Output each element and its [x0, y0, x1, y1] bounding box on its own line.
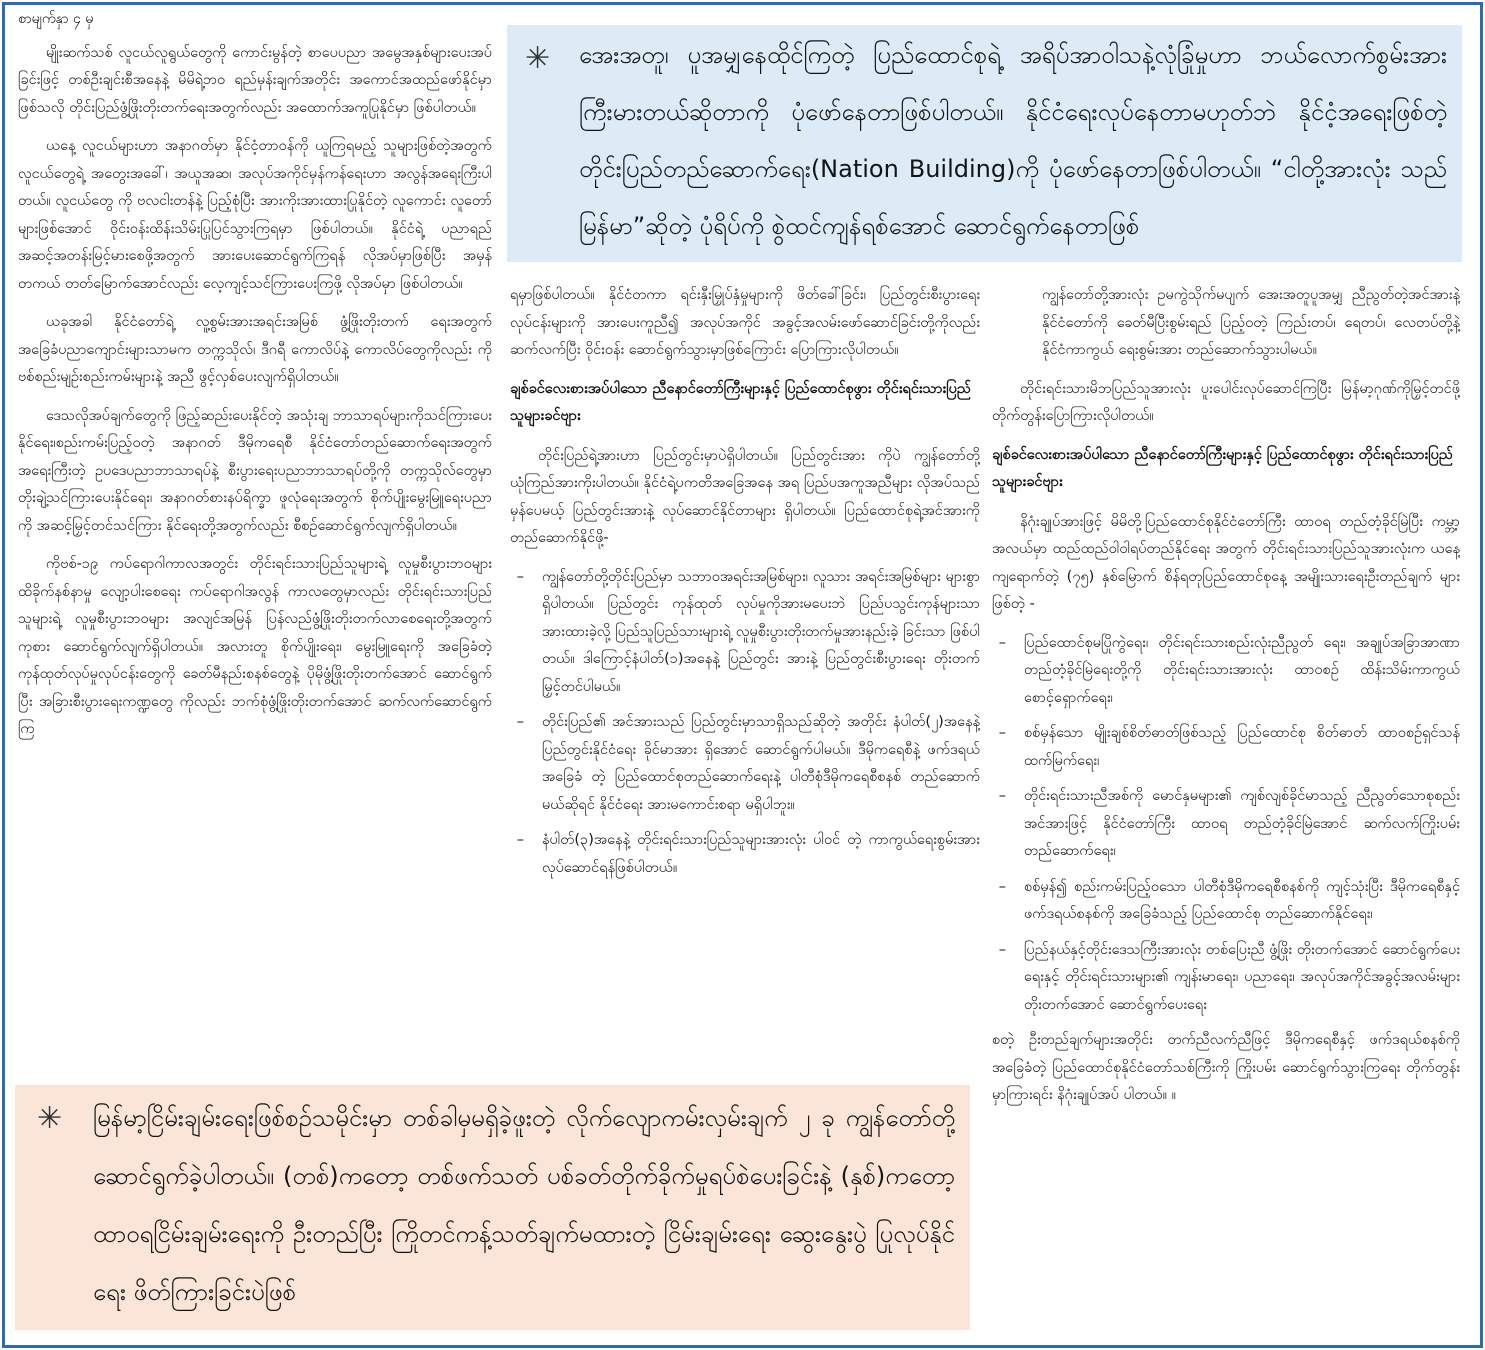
left-column [18, 6, 492, 1080]
right-column [992, 282, 1460, 1340]
list-item-text: နံပါတ်(၃)အနေနဲ့ တိုင်းရင်းသားပြည်သူများအားလုံး ပါဝင် တဲ့ ကာကွယ်ရေးစွမ်းအား လုပ်ဆောင်ရန်ဖြစ်ပါတယ်။ [542, 832, 980, 876]
right-body-paragraph: နိဂုံးချုပ်အားဖြင့် မိမိတို့ပြည်ထောင်စုနိုင်ငံတော်ကြီး ထာဝရ တည်တံ့ခိုင်မြဲပြီး ကမ္ဘာ့အလယ်မှာ ထည်ထည်ဝါဝါရပ်တည်နိုင်ရေး အတွက် တိုင်းရင်းသားပြည်သူအားလုံးက ယနေ့ကျရောက်တဲ့ (၇၅) နှစ်မြောက် စိန်ရတုပြည်ထောင်စုနေ့ အမျိုးသားရေးဦးတည်ချက် များ ဖြစ်တဲ့ - [992, 513, 1460, 612]
bullet-dash: – [998, 941, 1006, 958]
bullet-dash: – [998, 725, 1006, 741]
list-item-text: ကျွန်တော်တို့တိုင်းပြည်မှာ သဘာဝအရင်းအမြစ်များ၊ လူသား အရင်းအမြစ်များ များစွာရှိပါတယ်။ ပြည်တွင်း ကုန်ထုတ် လုပ်မှုကိုအားမပေးဘဲ ပြည်ပသွင်းကုန်များသာ အားထားခဲ့လို့ ပြည်သူပြည်သားများရဲ့ လူမှုစီးပွားတိုးတက်မှုအားနည်းခဲ့ ခြင်းသာ ဖြစ်ပါတယ်။ ဒါကြောင့်နံပါတ်(၁)အနေနဲ့ ပြည်တွင်း အားနဲ့ ပြည်တွင်းစီးပွားရေး တိုးတက်မြှင့်တင်ပါမယ်။ [542, 568, 980, 695]
bullet-dash: – [516, 568, 524, 585]
right-continuation-paragraph: ကျွန်တော်တို့အားလုံး ဥမကွဲသိုက်မပျက် အေးအတူပူအမျှ ညီညွတ်တဲ့အင်အားနဲ့ နိုင်ငံတော်ကို ခေတ်မီပြီးစွမ်းရည် ပြည့်ဝတဲ့ ကြည်းတပ်၊ ရေတပ်၊ လေတပ်တို့နဲ့ နိုင်ငံကာကွယ် ရေးစွမ်းအား တည်ဆောက်သွားပါမယ်။ [1042, 287, 1460, 358]
middle-body-paragraph: တိုင်းပြည်ရဲ့အားဟာ ပြည်တွင်းမှာပဲရှိပါတယ်။ ပြည်တွင်းအား ကိုပဲ ကျွန်တော်တို့ယုံကြည်အားကိုးပါတယ်။ နိုင်ငံရဲ့ပကတိအခြေအနေ အရ ပြည်ပအကူအညီများ လိုအပ်သည်မှန်ပေမယ့် ပြည်တွင်းအားနဲ့ လုပ်ဆောင်နိုင်တာများ ရှိပါတယ်။ ပြည်ထောင်စုရဲ့အင်အားကို တည်ဆောက်နိုင်ဖို့- [510, 447, 980, 546]
bullet-dash: – [998, 788, 1006, 804]
list-item [510, 827, 980, 882]
list-item [992, 874, 1460, 929]
list-item [992, 720, 1460, 775]
left-paragraph: ယခုအခါ နိုင်ငံတော်ရဲ့ လူ့စွမ်းအားအရင်းအမြစ် ဖွံ့ဖြိုးတိုးတက် ရေးအတွက် အခြေခံပညာကျောင်းများသာမက တက္ကသိုလ်၊ ဒီဂရီ ကောလိပ်နဲ့ ကောလိပ်တွေကိုလည်း ကိုဗစ်စည်းမျဉ်းစည်းကမ်းများနဲ့ အညီ ဖွင့်လှစ်ပေးလျက်ရှိပါတယ်။ [18, 314, 492, 385]
asterisk-icon: ✳ [37, 1101, 63, 1136]
bullet-dash: – [516, 714, 524, 730]
list-item [992, 783, 1460, 866]
list-item-text: ပြည်နယ်နှင့်တိုင်းဒေသကြီးအားလုံး တစ်ပြေးညီ ဖွံ့ဖြိုး တိုးတက်အောင် ဆောင်ရွက်ပေးရေးနှင့် တိုင်းရင်းသားများ၏ ကျန်းမာရေး၊ ပညာရေး၊ အလုပ်အကိုင်အခွင့်အလမ်းများ တိုးတက်အောင် ဆောင်ရွက်ပေးရေး [1024, 941, 1460, 1013]
top-highlight-box [507, 25, 1462, 262]
left-paragraph: ဒေသလိုအပ်ချက်တွေကို ဖြည့်ဆည်းပေးနိုင်တဲ့ အသုံးချ ဘာသာရပ်များကိုသင်ကြားပေးနိုင်ရေး၊စည်းကမ်းပြည့်ဝတဲ့ အနာဂတ် ဒီမိုကရေစီ နိုင်ငံတော်တည်ဆောက်ရေးအတွက် အရေးကြီးတဲ့ ဥပဒေပညာဘာသာရပ်နဲ့ စီးပွားရေးပညာဘာသာရပ်တို့ကို တက္ကသိုလ်တွေမှာ တိုးချဲ့သင်ကြားပေးနိုင်ရေး၊ အနာဂတ်စားနပ်ရိက္ခာ ဖူလုံရေးအတွက် စိုက်ပျိုးမွေးမြူရေးပညာကို အဆင့်မြှင့်တင်သင်ကြား နိုင်ရေးတို့အတွက်လည်း စီစဉ်ဆောင်ရွက်လျက်ရှိပါတယ်။ [18, 407, 492, 534]
list-item [510, 709, 980, 819]
bullet-dash: – [998, 878, 1006, 895]
list-item [992, 937, 1460, 1020]
list-item [992, 630, 1460, 713]
bullet-dash: – [998, 634, 1006, 651]
list-item-text: တိုင်းရင်းသားညီအစ်ကို မောင်နှမများ၏ ကျစ်လျစ်ခိုင်မာသည့် ညီညွတ်သောစုစည်းအင်အားဖြင့် နိုင်ငံတော်ကြီး ထာဝရ တည်တံ့ခိုင်မြဲအောင် ဆက်လက်ကြိုးပမ်းတည်ဆောက်ရေး၊ [1024, 788, 1460, 859]
left-paragraph: ယနေ့ လူငယ်များဟာ အနာဂတ်မှာ နိုင်ငံ့တာဝန်ကို ယူကြရမည့် သူများဖြစ်တဲ့အတွက် လူငယ်တွေရဲ့ အတွေးအခေါ်၊ အယူအဆ၊ အလုပ်အကိုင်မှန်ကန်ရေးဟာ အလွန်အရေးကြီးပါတယ်။ လူငယ်တွေ ကို ဗလငါးတန်နဲ့ ပြည့်စုံပြီး အားကိုးအားထားပြုနိုင်တဲ့ လူကောင်း လူတော်များဖြစ်အောင် ဝိုင်းဝန်းထိန်းသိမ်းပြုပြင်သွားကြရမှာ ဖြစ်ပါတယ်။ နိုင်ငံရဲ့ ပညာရည်အဆင့်အတန်းမြင့်မားစေဖို့အတွက် အားပေးဆောင်ရွက်ကြရန် လိုအပ်မှာဖြစ်ပြီး အမှန်တကယ် တတ်မြောက်အောင်လည်း လေ့ကျင့်သင်ကြားပေးကြဖို့ လိုအပ်မှာ ဖြစ်ပါတယ်။ [18, 138, 492, 292]
list-item-text: စစ်မှန်၍ စည်းကမ်းပြည့်ဝသော ပါတီစုံဒီမိုကရေစီစနစ်ကို ကျင့်သုံးပြီး ဒီမိုကရေစီနှင့် ဖက်ဒရယ်စနစ်ကို အခြေခံသည့် ပြည်ထောင်စု တည်ဆောက်နိုင်ရေး၊ [1024, 878, 1460, 922]
bullet-dash: – [516, 832, 524, 848]
middle-section-heading: ချစ်ခင်လေးစားအပ်ပါသော ညီနောင်တော်ကြီးများနှင့် ပြည်ထောင်စုဖွား တိုင်းရင်းသားပြည်သူများခင်ဗျား [510, 380, 971, 424]
middle-intro-paragraph: ရမှာဖြစ်ပါတယ်။ နိုင်ငံတကာ ရင်းနှီးမြှုပ်နှံမှုများကို ဖိတ်ခေါ်ခြင်း၊ ပြည်တွင်းစီးပွားရေးလုပ်ငန်းများကို အားပေးကူညီ၍ အလုပ်အကိုင် အခွင့်အလမ်းဖော်ဆောင်ခြင်းတို့ကိုလည်း ဆက်လက်ပြီး ဝိုင်းဝန်း ဆောင်ရွက်သွားမှာဖြစ်ကြောင်း ပြောကြားလိုပါတယ်။ [510, 287, 980, 358]
right-section-heading: ချစ်ခင်လေးစားအပ်ပါသော ညီနောင်တော်ကြီးများနှင့် ပြည်ထောင်စုဖွား တိုင်းရင်းသားပြည်သူများခင်ဗျား [992, 446, 1453, 490]
list-item-text: ပြည်ထောင်စုမပြိုကွဲရေး၊ တိုင်းရင်းသားစည်းလုံးညီညွတ် ရေး၊ အချုပ်အခြာအာဏာ တည်တံ့ခိုင်မြဲရေးတို့ကို တိုင်းရင်းသားအားလုံး ထာဝစဉ် ထိန်းသိမ်းကာကွယ် စောင့်ရှောက်ရေး၊ [1024, 634, 1460, 706]
top-highlight-text: အေးအတူ၊ ပူအမျှနေထိုင်ကြတဲ့ ပြည်ထောင်စုရဲ့ အရိပ်အာဝါသနဲ့လုံခြုံမှုဟာ ဘယ်လောက်စွမ်းအား ကြီးမားတယ်ဆိုတာကို ပုံဖော်နေတာဖြစ်ပါတယ်။ နိုင်ငံရေးလုပ်နေတာမဟုတ်ဘဲ နိုင်ငံ့အရေးဖြစ်တဲ့ တိုင်းပြည်တည်ဆောက်ရေး(Nation Building)ကို ပုံဖော်နေတာဖြစ်ပါတယ်။ “ငါတို့အားလုံး သည် မြန်မာ”ဆိုတဲ့ ပုံရိပ်ကို စွဲထင်ကျန်ရစ်အောင် ဆောင်ရွက်နေတာဖြစ် [579, 41, 1447, 240]
page-continuation-ref: စာမျက်နှာ ၄ မှ [18, 11, 94, 27]
left-paragraph: ကိုဗစ်-၁၉ ကပ်ရောဂါကာလအတွင်း တိုင်းရင်းသားပြည်သူများရဲ့ လူမှုစီးပွားဘဝများ ထိခိုက်နစ်နာမှု လျော့ပါးစေရေး ကပ်ရောဂါအလွန် ကာလတွေမှာလည်း တိုင်းရင်းသားပြည်သူများရဲ့ လူမှုစီးပွားဘဝများ အလျင်အမြန် ပြန်လည်ဖွံ့ဖြိုးတိုးတက်လာစေရေးတို့အတွက် ကုစား ဆောင်ရွက်လျက်ရှိပါတယ်။ အလားတူ စိုက်ပျိုးရေး၊ မွေးမြူရေးကို အခြေခံတဲ့ ကုန်ထုတ်လုပ်မှုလုပ်ငန်းတွေကို ခေတ်မီနည်းစနစ်တွေနဲ့ ပိုမိုဖွံ့ဖြိုးတိုးတက်အောင် ဆောင်ရွက်ပြီး အခြားစီးပွားရေးကဏ္ဍတွေ ကိုလည်း ဘက်စုံဖွံ့ဖြိုးတိုးတက်အောင် ဆက်လက်ဆောင်ရွက်ကြ [18, 556, 492, 737]
asterisk-icon: ✳ [525, 41, 551, 76]
right-appeal-paragraph: တိုင်းရင်းသားမိဘပြည်သူအားလုံး ပူးပေါင်းလုပ်ဆောင်ကြပြီး မြန်မာ့ဂုဏ်ကိုမြှင့်တင်ဖို့ တိုက်တွန်းပြောကြားလိုပါတယ်။ [992, 380, 1460, 424]
left-paragraph: မျိုးဆက်သစ် လူငယ်လူရွယ်တွေကို ကောင်းမွန်တဲ့ စာပေပညာ အမွေအနှစ်များပေးအပ်ခြင်းဖြင့် တစ်ဦးချင်းစီအနေနဲ့ မိမိရဲ့ဘဝ ရည်မှန်းချက်အတိုင်း အကောင်အထည်ဖော်နိုင်မှာဖြစ်သလို တိုင်းပြည်ဖွံ့ဖြိုးတိုးတက်ရေးအတွက်လည်း အထောက်အကူပြုနိုင်မှာ ဖြစ်ပါတယ်။ [18, 44, 492, 116]
list-item-text: တိုင်းပြည်၏ အင်အားသည် ပြည်တွင်းမှာသာရှိသည်ဆိုတဲ့ အတိုင်း နံပါတ်(၂)အနေနဲ့ ပြည်တွင်းနိုင်ငံရေး ခိုင်မာအား ရှိအောင် ဆောင်ရွက်ပါမယ်။ ဒီမိုကရေစီနဲ့ ဖက်ဒရယ်အခြေခံ တဲ့ ပြည်ထောင်စုတည်ဆောက်ရေးနဲ့ ပါတီစုံဒီမိုကရေစီစနစ် တည်ဆောက်မယ်ဆိုရင် နိုင်ငံရေး အားမကောင်းစရာ မရှိပါဘူး။ [542, 714, 980, 813]
middle-column [510, 282, 980, 1078]
bottom-highlight-text: မြန်မာ့ငြိမ်းချမ်းရေးဖြစ်စဉ်သမိုင်းမှာ တစ်ခါမှမရှိခဲ့ဖူးတဲ့ လိုက်လျောကမ်းလှမ်းချက် ၂ ခု ကျွန်တော်တို့ ဆောင်ရွက်ခဲ့ပါတယ်။ (တစ်)ကတော့ တစ်ဖက်သတ် ပစ်ခတ်တိုက်ခိုက်မှုရပ်စဲပေးခြင်းနဲ့ (နှစ်)ကတော့ ထာဝရငြိမ်းချမ်းရေးကို ဦးတည်ပြီး ကြိုတင်ကန့်သတ်ချက်မထားတဲ့ ငြိမ်းချမ်းရေး ဆွေးနွေးပွဲ ပြုလုပ်နိုင်ရေး ဖိတ်ကြားခြင်းပဲဖြစ် [93, 1104, 955, 1306]
list-item-text: စစ်မှန်သော မျိုးချစ်စိတ်ဓာတ်ဖြစ်သည့် ပြည်ထောင်စု စိတ်ဓာတ် ထာဝစဉ်ရှင်သန်ထက်မြက်ရေး၊ [1024, 725, 1460, 769]
bottom-highlight-box [15, 1085, 970, 1330]
list-item [510, 564, 980, 702]
right-closing-paragraph: စတဲ့ ဦးတည်ချက်များအတိုင်း တက်ညီလက်ညီဖြင့် ဒီမိုကရေစီနှင့် ဖက်ဒရယ်စနစ်ကိုအခြေခံတဲ့ ပြည်ထောင်စုနိုင်ငံတော်သစ်ကြီးကို ကြိုးပမ်း ဆောင်ရွက်သွားကြရေး တိုက်တွန်းမှာကြားရင်း နိဂုံးချုပ်အပ် ပါတယ်။ ။ [992, 1032, 1460, 1103]
